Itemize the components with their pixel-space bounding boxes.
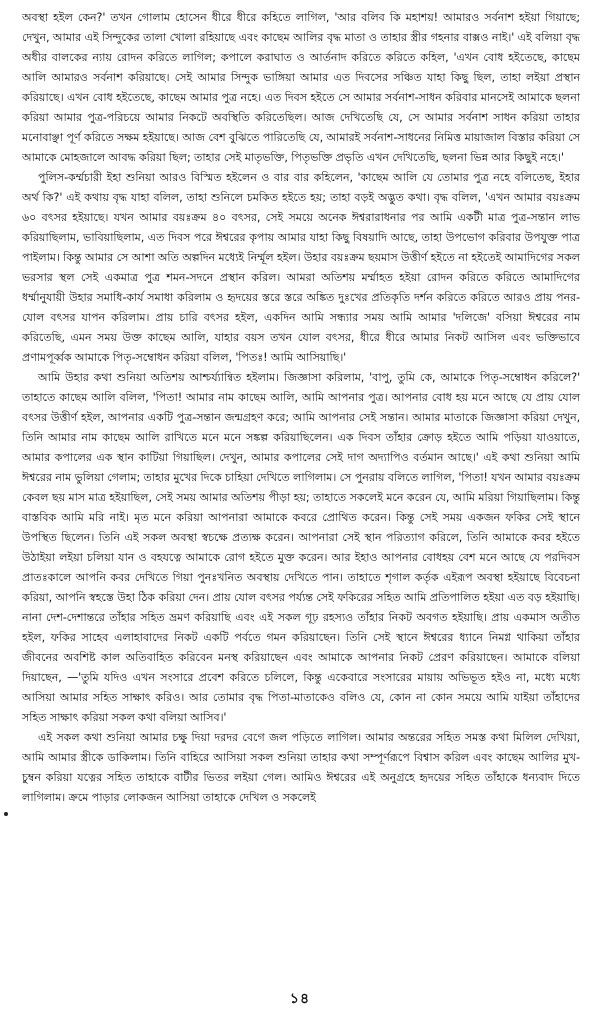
body-text <box>22 8 580 808</box>
paragraph-4: এই সকল কথা শুনিয়া আমার চক্ষু দিয়া দরদর বেগে জল পড়িতে লাগিল। আমার অন্তরের সহিত সমস্ত কথা মিলিল দেখিয়া, আমি আমার স্ত্রীকে ডাকিলাম। তিনি বাহিরে আসিয়া সকল শুনিয়া তাহার কথা সম্পূর্ণরূপে বিশ্বাস করিল এবং কাছেম আলির মুখ-চুম্বন করিয়া যত্নের সহিত তাহাকে বাটীর ভিতর লইয়া গেল। আমিও ঈশ্বরের এই অনুগ্রহে হৃদয়ের সহিত তাঁহাকে ধন্যবাদ দিতে লাগিলাম। ক্রমে পাড়ার লোকজন আসিয়া তাহাকে দেখিল ও সকলেই <box>22 731 580 804</box>
paragraph-2: পুলিস-কর্ম্মচারী ইহা শুনিয়া আরও বিস্মিত হইলেন ও বার বার কহিলেন, 'কাছেম আলি যে তোমার পুত্র নহে বলিতেছ, ইহার অর্থ কি?' এই কথায় বৃদ্ধ যাহা বলিল, তাহা শুনিলে চমকিত হইতে হয়; তাহা বড়ই অদ্ভুত কথা। বৃদ্ধ বলিল, 'এখন আমার বয়ঃক্রম ৬০ বৎসর হইয়াছে। যখন আমার বয়ঃক্রম ৪০ বৎসর, সেই সময়ে অনেক ঈশ্বরারাধনার পর আমি একটী মাত্র পুত্র-সন্তান লাভ করিয়াছিলাম, ভাবিয়াছিলাম, এত দিবস পরে ঈশ্বরের কৃপায় আমার যাহা কিছু বিষয়াদি আছে, তাহা উপভোগ করিবার উপযুক্ত পাত্র পাইলাম। কিন্তু আমার সে আশা অতি অল্পদিন মধ্যেই নির্ম্মূল হইল। উহার বয়ঃক্রম ছয়মাস উত্তীর্ণ হইতে না হইতেই আমাদিগের সকল ভরসার স্থল সেই একমাত্র পুত্র শমন-সদনে প্রস্থান করিল। আমরা অতিশয় মর্ম্মাহত হইয়া রোদন করিতে করিতে আমাদিগের ধর্ম্মানুযায়ী উহার সমাধি-কার্য সমাধা করিলাম ও হৃদয়ের স্তরে স্তরে অঙ্কিত দুঃখের প্রতিকৃতি দর্শন করিতে করিতে আরও প্রায় পনর-যোল বৎসর যাপন করিলাম। প্রায় চারি বৎসর হইল, একদিন আমি সন্ধ্যার সময় আমি আমার 'দলিজে' বসিয়া ঈশ্বরের নাম করিতেছি, এমন সময় উক্ত কাছেম আলি, যাহার বয়স তখন যোল বৎসর, ধীরে ধীরে আমার নিকট আসিল এবং ভক্তিভাবে প্রণামপূর্ব্বক আমাকে পিতৃ-সম্বোধন করিয়া বলিল, 'পিতঃ! আমি আসিয়াছি।' <box>22 171 580 364</box>
paragraph-1: অবস্থা হইল কেন?' তখন গোলাম হোসেন ধীরে ধীরে কহিতে লাগিল, 'আর বলিব কি মহাশয়! আমারও সর্বনাশ হইয়া গিয়াছে; দেখুন, আমার এই সিন্দুকের তালা খোলা রহিয়াছে এবং কাছেম আলির বৃদ্ধ মাতা ও তাহার স্ত্রীর গহনার বাক্সও নাই।' এই বলিয়া বৃদ্ধ অধীর বালকের ন্যায় রোদন করিতে লাগিল; কপালে করাঘাত ও আর্তনাদ করিতে করিতে কহিল, 'এখন বোধ হইতেছে, কাছেম আলি আমারও সর্বনাশ করিয়াছে। সেই আমার সিন্দুক ভাঙ্গিয়া আমার এত দিবসের সঞ্চিত যাহা কিছু ছিল, তাহা লইয়া প্রস্থান করিয়াছে। এখন বোধ হইতেছে, কাছেম আমার পুত্র নহে। এত দিবস হইতে সে আমার সর্বনাশ-সাধন করিবার মানসেই আমাকে ছলনা করিয়া আমার পুত্র-পরিচয়ে আমার নিকটে অবস্থিতি করিতেছিল। আজ দেখিতেছি যে, সে আমার সর্বনাশ সাধন করিয়া তাহার মনোবাঞ্ছা পূর্ণ করিতে সক্ষম হইয়াছে। আজ বেশ বুঝিতে পারিতেছি যে, আমারই সর্বনাশ-সাধনের নিমিত্ত মায়াজাল বিস্তার করিয়া সে আমাকে মোহজালে আবদ্ধ করিয়া ছিল; তাহার সেই মাতৃভক্তি, পিতৃভক্তি প্রভৃতি এখন দেখিতেছি, ছলনা ভিন্ন আর কিছুই নহে।' <box>22 11 580 164</box>
page-number: ১৪ <box>289 991 311 1007</box>
paragraph-3: আমি উহার কথা শুনিয়া অতিশয় আশ্চর্য্যান্বিত হইলাম। জিজ্ঞাসা করিলাম, 'বাপু, তুমি কে, আমাকে পিতৃ-সম্বোধন করিলে?' তাহাতে কাছেম আলি বলিল, 'পিতা! আমার নাম কাছেম আলি, আমি আপনার পুত্র। আপনার বোধ হয় মনে আছে যে প্রায় যোল বৎসর উত্তীর্ণ হইল, আপনার একটি পুত্র-সন্তান জন্মগ্রহণ করে; আমি আপনার সেই সন্তান। আমার মাতাকে জিজ্ঞাসা করিয়া দেখুন, তিনি আমার নাম কাছেম আলি রাখিতে মনে মনে সঙ্কল্প করিয়াছিলেন। এক দিবস তাঁহার ক্রোড় হইতে আমি পড়িয়া যাওয়াতে, আমার কপালের এক স্থান কাটিয়া গিয়াছিল। দেখুন, আমার কপালের সেই দাগ অদ্যাপিও বর্তমান আছে।' এই কথা শুনিয়া আমি ঈশ্বরের নাম ভুলিয়া গেলাম; তাহার মুখের দিকে চাহিয়া দেখিতে লাগিলাম। সে পুনরায় বলিতে লাগিল, 'পিতা! যখন আমার বয়ঃক্রম কেবল ছয় মাস মাত্র হইয়াছিল, সেই সময় আমার অতিশয় পীড়া হয়; তাহাতে সকলেই মনে করেন যে, আমি মরিয়া গিয়াছিলাম। কিন্তু বাস্তবিক আমি মরি নাই। মৃত মনে করিয়া আপনারা আমাকে কবরে প্রোথিত করেন। কিন্তু সেই সময় একজন ফকির সেই স্থানে উপস্থিত ছিলেন। তিনি এই সকল অবস্থা স্বচক্ষে প্রত্যক্ষ করেন। আপনারা সেই স্থান পরিত্যাগ করিলে, তিনি আমাকে কবর হইতে উঠাইয়া লইয়া চলিয়া যান ও বহযত্নে আমাকে রোগ হইতে মুক্ত করেন। আর ইহাও আপনার বোধহয় বেশ মনে আছে যে পরদিবস প্রাতঃকালে আপনি কবর দেখিতে গিয়া পুনঃখনিত অবস্থায় দেখিতে পান। তাহাতে শৃগাল কর্তৃক এইরূপ অবস্থা হইয়াছে বিবেচনা করিয়া, আপনি স্বহস্তে উহা ঠিক করিয়া দেন। প্রায় যোল বৎসর পর্য্যন্ত সেই ফকিরের সহিত আমি প্রতিপালিত হইয়া এত বড় হইয়াছি। নানা দেশ-দেশান্তরে তাঁহার সহিত ভ্রমণ করিয়াছি এবং এই সকল গূঢ় রহস্যও তাঁহার নিকট অবগত হইয়াছি। প্রায় একমাস অতীত হইল, ফকির সাহেব এলাহাবাদের নিকট একটি পর্বতে গমন করিয়াছেন। তিনি সেই স্থানে ঈশ্বরের ধ্যানে নিমগ্ন থাকিয়া তাঁহার জীবনের অবশিষ্ট কাল অতিবাহিত করিবেন মনস্থ করিয়াছেন এবং আমাকে আপনার নিকট প্রেরণ করিয়াছেন। আমাকে বলিয়া দিয়াছেন, —'তুমি যদিও এখন সংসারে প্রবেশ করিতে চলিলে, কিন্তু একেবারে সংসারের মায়ায় অভিভূত হইও না, মধ্যে মধ্যে আসিয়া আমার সহিত সাক্ষাৎ করিও। আর তোমার বৃদ্ধ পিতা-মাতাকেও বলিও যে, কোন না কোন সময়ে আমি যাইয়া তাঁহাদের সহিত সাক্ষাৎ করিয়া সকল কথা বলিয়া আসিব।' <box>22 371 580 724</box>
margin-mark <box>4 812 8 816</box>
